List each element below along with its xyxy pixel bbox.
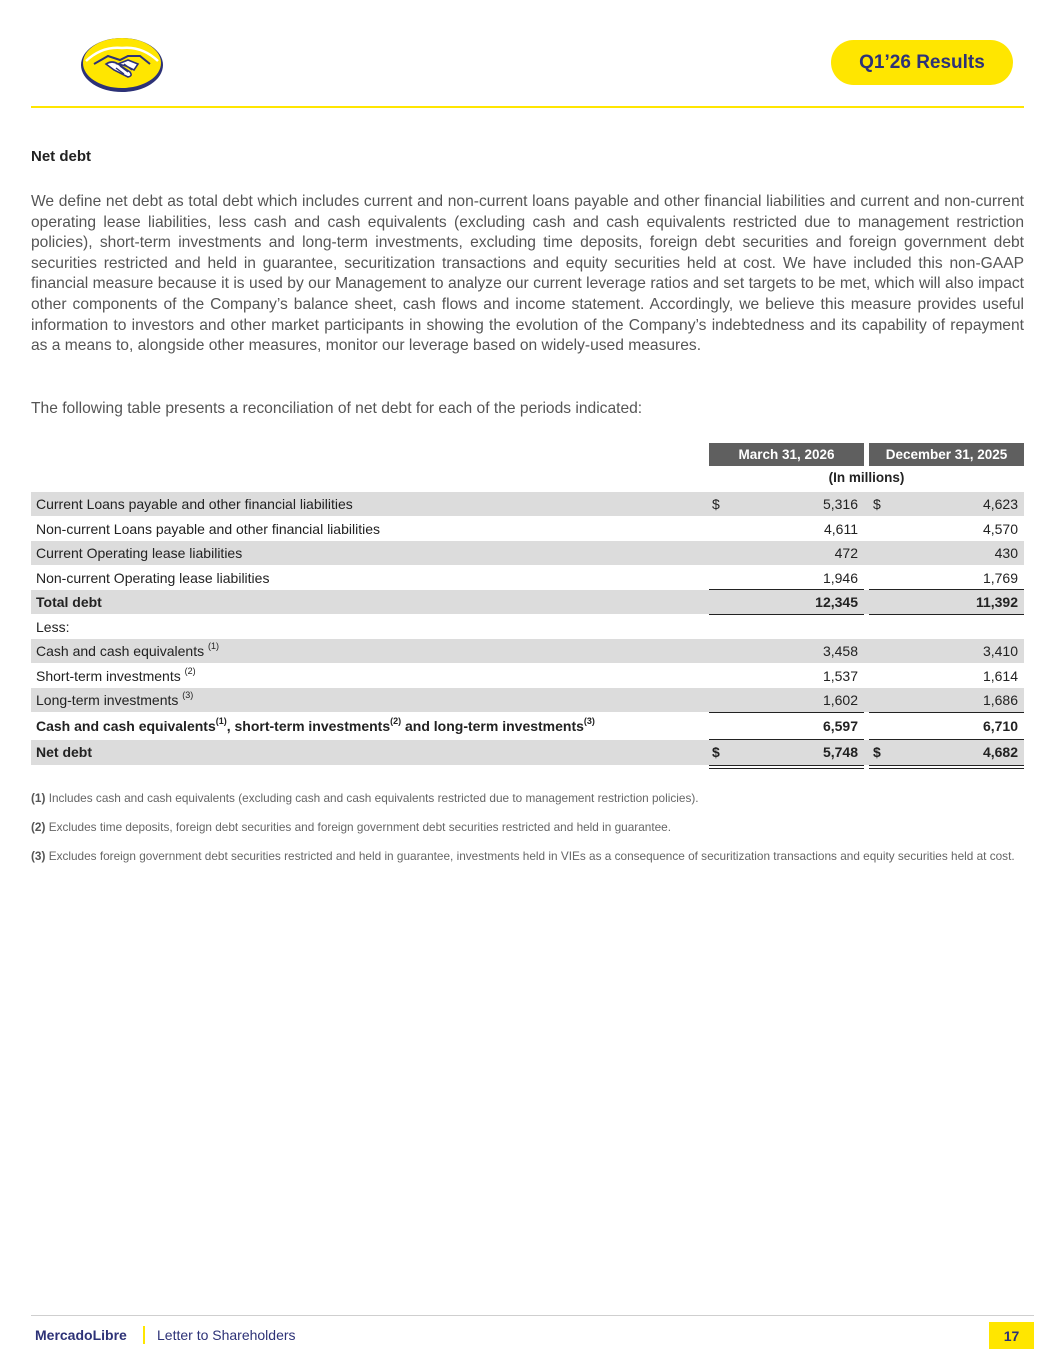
row-label: Current Loans payable and other financial liabilities: [36, 496, 353, 512]
table-row: [31, 517, 1024, 541]
row-label: Cash and cash equivalents$^{(1)}$, short-term investments$^{(2)}$ and long-term investments$^{(3)}$: [36, 716, 595, 734]
total-debt-row: [31, 590, 1024, 614]
value-december-2025: 3,410: [982, 643, 1018, 659]
double-underline: [709, 765, 864, 769]
row-label: Non-current Operating lease liabilities: [36, 570, 270, 586]
value-march-2026: 5,316: [822, 496, 858, 512]
value-march-2026: 1,946: [822, 570, 858, 586]
row-label: Net debt: [36, 744, 92, 760]
footnote: (3) Excludes foreign government debt securities restricted and held in guarantee, investments held in VIEs as a consequence of securitization transactions and equity securities held at cost.: [31, 849, 1015, 863]
row-label: Non-current Loans payable and other financial liabilities: [36, 521, 380, 537]
footer-divider: [31, 1315, 1034, 1316]
subtotal-rule: [709, 712, 864, 713]
investments-subtotal-row: [31, 714, 1024, 738]
results-badge: Q1’26 Results: [831, 40, 1013, 85]
footnote-ref: (3): [182, 690, 194, 701]
value-december-2025: 6,710: [982, 718, 1018, 734]
value-december-2025: 4,623: [982, 496, 1018, 512]
column-header-march-2026: March 31, 2026: [709, 443, 864, 466]
double-underline: [869, 765, 1024, 769]
units-label: (In millions): [828, 470, 905, 485]
value-december-2025: 1,769: [982, 570, 1018, 586]
currency-symbol: $: [712, 744, 720, 760]
table-row: [31, 639, 1024, 663]
currency-symbol: $: [873, 496, 881, 512]
table-row: [31, 566, 1024, 590]
row-label: Cash and cash equivalents $^{(1)}$: [36, 641, 219, 659]
currency-symbol: $: [712, 496, 720, 512]
subtotal-rule: [869, 712, 1024, 713]
row-label: Long-term investments $^{(3)}$: [36, 690, 194, 708]
row-label: Less:: [36, 619, 70, 635]
net-debt-row: [31, 740, 1024, 765]
footer-separator: [143, 1326, 145, 1344]
value-march-2026: 6,597: [822, 718, 858, 734]
row-label: Short-term investments $^{(2)}$: [36, 666, 196, 684]
value-december-2025: 4,682: [982, 744, 1018, 760]
value-march-2026: 3,458: [822, 643, 858, 659]
table-row: [31, 664, 1024, 688]
page-number: 17: [989, 1322, 1034, 1349]
table-row: [31, 615, 1024, 639]
footnote: (1) Includes cash and cash equivalents (excluding cash and cash equivalents restricted due to management restriction policies).: [31, 791, 699, 805]
value-march-2026: 1,537: [822, 668, 858, 684]
mercadolibre-handshake-logo-icon: [78, 34, 166, 94]
table-row: [31, 688, 1024, 712]
intro-paragraph: The following table presents a reconciliation of net debt for each of the periods indicated:: [31, 400, 643, 417]
footer-brand: MercadoLibre: [35, 1327, 127, 1343]
footer-title: Letter to Shareholders: [157, 1327, 296, 1343]
footnote-ref: (1): [208, 641, 219, 652]
value-march-2026: 472: [834, 545, 858, 561]
value-december-2025: 430: [994, 545, 1018, 561]
value-march-2026: 4,611: [824, 521, 858, 537]
currency-symbol: $: [873, 744, 881, 760]
definition-paragraph: We define net debt as total debt which includes current and non-current loans payable and other financial liabilities and current and non-current operating lease liabilities, less cash and cash equivalents (excluding cash and cash equivalents restricted due to management restriction policies), short-term investments and long-term investments, excluding time deposits, foreign debt securities and foreign government debt securities restricted and held in guarantee, securitization transactions and equity securities held at cost. We have included this non-GAAP financial measure because it is used by our Management to analyze our current leverage ratios and set targets to be met, which will also impact other components of the Company’s balance sheet, cash flows and income statement. Accordingly, we believe this measure provides useful information to investors and other market participants in showing the evolution of the Company’s indebtedness and its capability of repayment as a means to, alongside other measures, monitor our leverage based on widely-used measures.: [31, 193, 1024, 355]
footnote-ref: (2): [184, 666, 196, 677]
footnote: (2) Excludes time deposits, foreign debt securities and foreign government debt securities restricted and held in guarantee.: [31, 820, 672, 834]
value-march-2026: 5,748: [822, 744, 858, 760]
table-row: [31, 541, 1024, 565]
value-december-2025: 4,570: [982, 521, 1018, 537]
table-row: [31, 492, 1024, 516]
header-divider: [31, 106, 1024, 108]
section-title: Net debt: [31, 148, 91, 165]
row-label: Current Operating lease liabilities: [36, 545, 243, 561]
row-label: Total debt: [36, 594, 102, 610]
column-header-december-2025: December 31, 2025: [869, 443, 1024, 466]
value-march-2026: 12,345: [815, 594, 858, 610]
value-december-2025: 1,686: [982, 692, 1018, 708]
value-december-2025: 11,392: [975, 594, 1018, 610]
value-december-2025: 1,614: [982, 668, 1018, 684]
value-march-2026: 1,602: [822, 692, 858, 708]
